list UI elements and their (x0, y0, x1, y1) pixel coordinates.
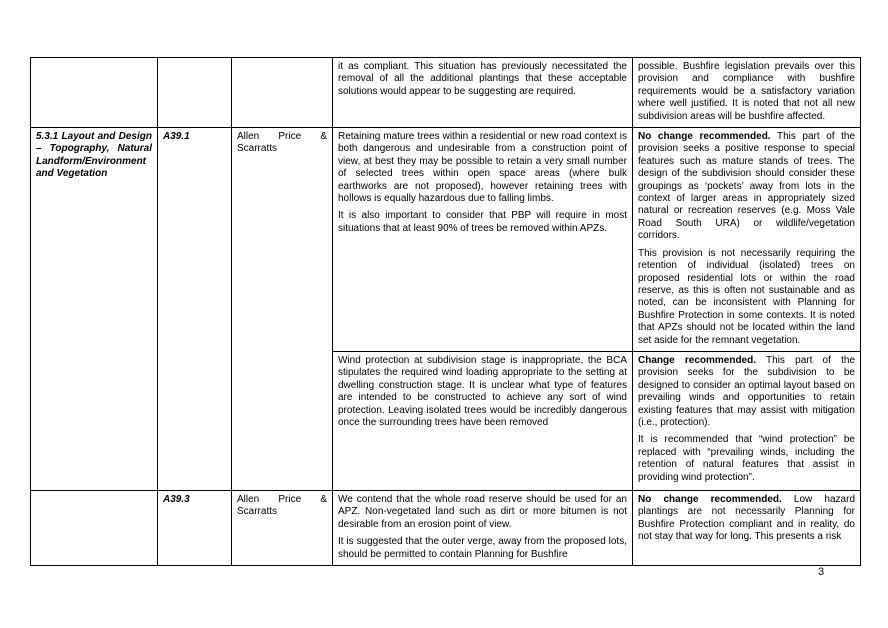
table-row (31, 58, 861, 128)
recommendation-paragraph: This provision is not necessarily requiring the retention of individual (isolated) trees on proposed residential lots or within the road reserve, as this is often not sustainable and as noted, can be inconsistent with Planning for Bushfire Protection in some contexts. It is noted that APZs should not be located within the land set aside for the remnant vegetation. (638, 247, 855, 346)
section-cell (31, 128, 158, 491)
ref-cell (158, 128, 232, 491)
submitter-cell (232, 490, 333, 565)
response-paragraph: it as compliant. This situation has previously necessitated the removal of all the additional plantings that these acceptable solutions would appear to be suggesting are required. (338, 61, 627, 97)
recommendation-paragraph: No change recommended. Low hazard plantings are not necessarily Planning for Bushfire Protection compliant and in reality, do not stay that way for long. This presents a risk (638, 493, 856, 543)
submitter-cell (232, 128, 333, 491)
submitter-cell (232, 58, 333, 128)
table-row (31, 490, 861, 565)
section-heading: 5.3.1 Layout and Design – Topography, Natural Landform/Environment and Vegetation (36, 131, 152, 180)
response-paragraph: Retaining mature trees within a residential or new road context is both dangerous and undesirable from a construction point of view, at best they may be possible to retain a very small number of selected trees within open space areas (where bulk earthworks are not proposed), however retaining trees with hollows is equally hazardous due to falling limbs. (338, 131, 627, 205)
response-paragraph: We contend that the whole road reserve should be used for an APZ. Non-vegetated land such as dirt or more bitumen is not desirable from an erosion point of view. (338, 493, 627, 530)
recommendation-cell (633, 128, 861, 352)
recommendation-cell (633, 490, 861, 565)
submitter-name-line: Allen Price & (237, 493, 327, 505)
recommendation-cell (633, 58, 861, 128)
response-paragraph: It is suggested that the outer verge, away from the proposed lots, should be permitted to contain Planning for Bushfire (338, 536, 627, 560)
ref-cell (158, 58, 232, 128)
section-cell (31, 58, 158, 128)
recommendation-paragraph: No change recommended. This part of the provision seeks a positive response to special features such as mature stands of trees. The design of the subdivision should consider these groupings as ‘pockets’ away from lots in the context of larger areas in appropriately sized natural or recreation reserves (e.g. Moss Vale Road South URA) or wildlife/vegetation corridors. (638, 131, 856, 242)
response-paragraph: It is also important to consider that PBP will require in most situations that at least 90% of trees be removed within APZs. (338, 210, 627, 234)
table-row (31, 128, 861, 352)
response-paragraph: Wind protection at subdivision stage is inappropriate, the BCA stipulates the required wind loading appropriate to the setting at dwelling construction stage. It is unclear what type of features are intended to be constructed to achieve any sort of wind protection. Leaving isolated trees would be incredibly dangerous once the surrounding trees have been removed (338, 354, 627, 428)
submitter-name-line: Scarratts (237, 143, 278, 155)
submissions-table (30, 57, 861, 566)
page-number: 3 (818, 566, 825, 578)
recommendation-paragraph: It is recommended that “wind protection” be replaced with “prevailing winds, including the retention of natural features that assist in providing wind protection”. (638, 434, 855, 483)
submission-ref: A39.3 (163, 493, 190, 505)
ref-cell (158, 490, 232, 565)
submission-ref: A39.1 (163, 131, 190, 143)
recommendation-paragraph: Change recommended. This part of the provision seeks for the subdivision to be designed to consider an optimal layout based on prevailing winds and opportunities to retain existing features that may assist with mitigation (i.e., protection). (638, 354, 855, 428)
recommendation-paragraph: possible. Bushfire legislation prevails over this provision and compliance with bushfire requirements would be a satisfactory variation where well justified. It is noted that not all new subdivision areas will be bushfire affected. (638, 61, 855, 122)
submitter-name-line: Scarratts (237, 506, 278, 518)
response-cell (333, 351, 633, 490)
section-cell (31, 490, 158, 565)
response-cell (333, 490, 633, 565)
submitter-name-line: Allen Price & (237, 131, 327, 143)
recommendation-cell (633, 351, 861, 490)
response-cell (333, 128, 633, 352)
response-cell (333, 58, 633, 128)
